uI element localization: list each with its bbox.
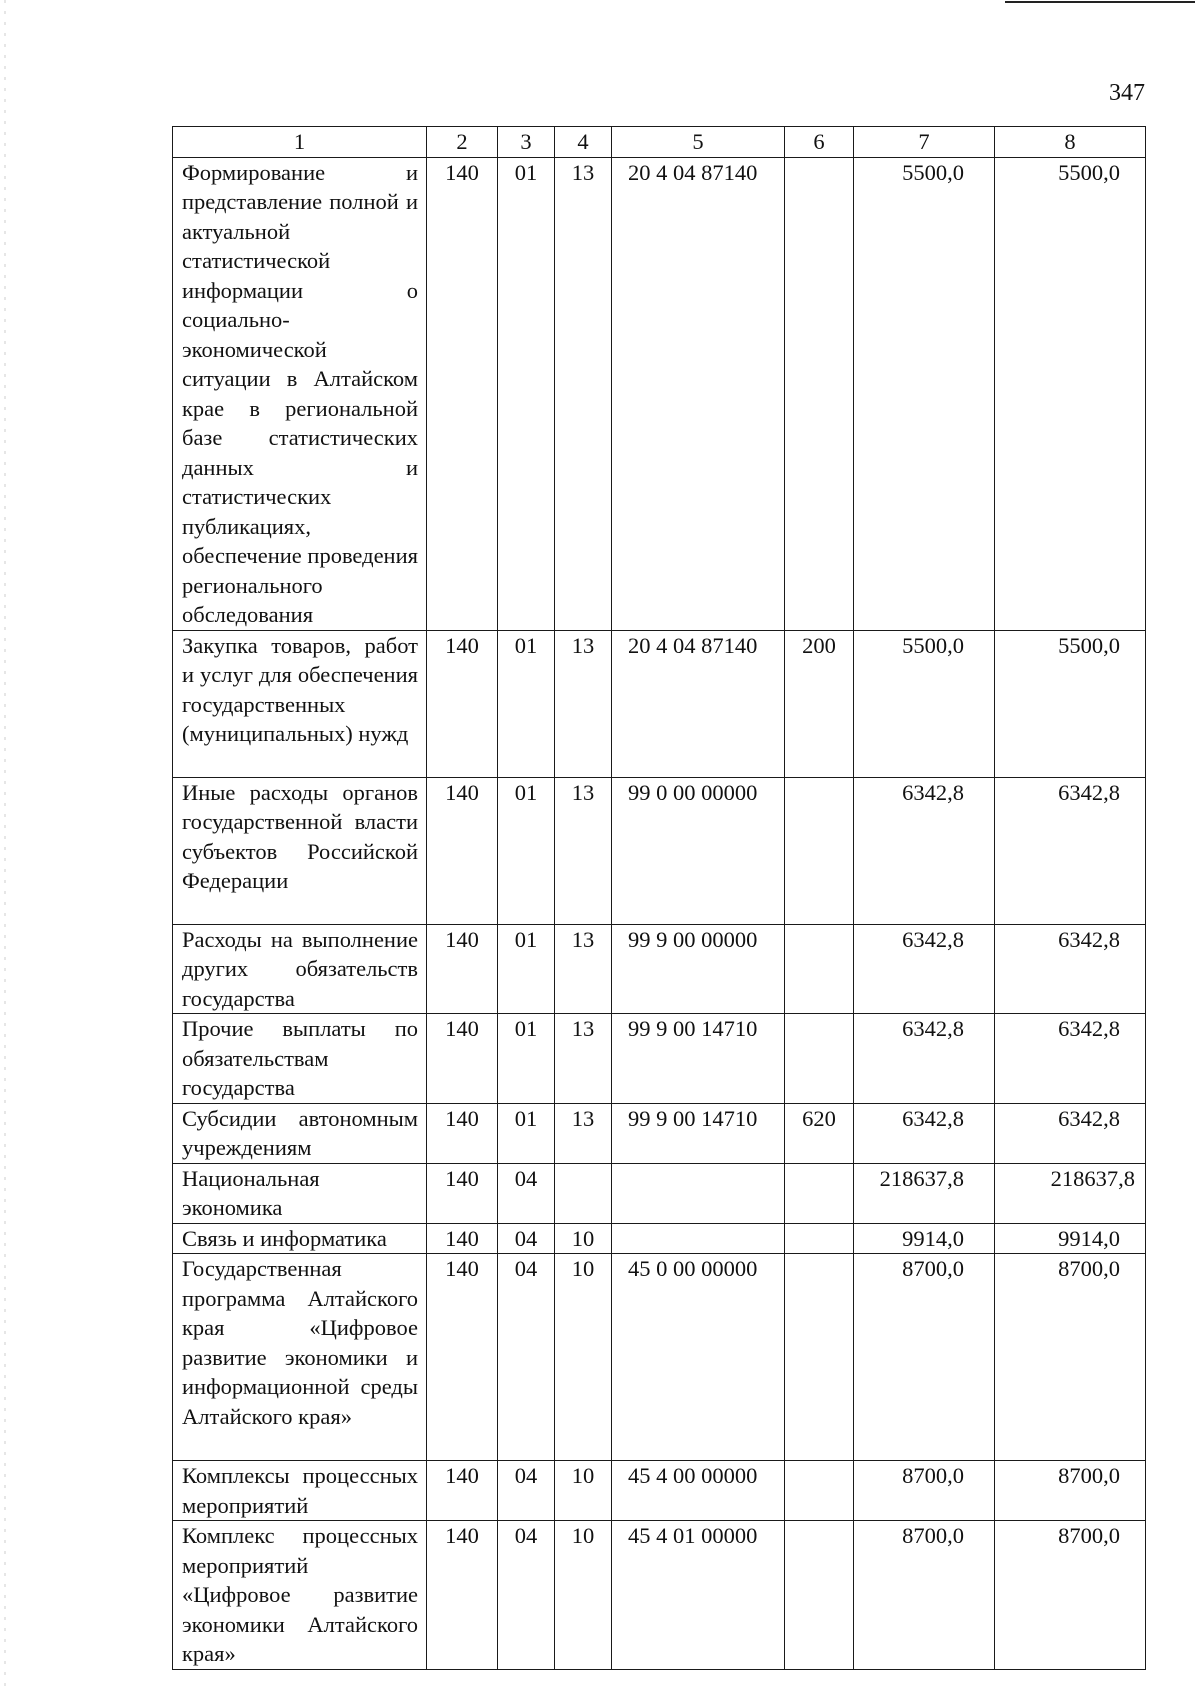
column-header: 6: [785, 127, 854, 158]
cell-col2: 140: [427, 924, 498, 1014]
cell-col7: 5500,0: [854, 157, 995, 630]
row-name: Иные расходы органов государственной власти субъектов Российской Федерации: [173, 777, 427, 924]
cell-col3: 01: [498, 777, 555, 924]
budget-table: [172, 126, 1146, 1670]
cell-col2: 140: [427, 777, 498, 924]
cell-col3: 01: [498, 1014, 555, 1104]
cell-col2: 140: [427, 630, 498, 777]
scan-edge-marks: [4, 0, 6, 1694]
column-header: 2: [427, 127, 498, 158]
row-name: Прочие выплаты по обязательствам государства: [173, 1014, 427, 1104]
cell-col2: 140: [427, 1223, 498, 1254]
cell-col5: 45 0 00 00000: [612, 1254, 785, 1461]
cell-col3: 01: [498, 924, 555, 1014]
row-name: Комплекс процессных мероприятий «Цифровое развитие экономики Алтайского края»: [173, 1521, 427, 1670]
cell-col5: 99 9 00 14710: [612, 1103, 785, 1163]
cell-col2: 140: [427, 157, 498, 630]
cell-col8: 5500,0: [995, 630, 1146, 777]
cell-col7: 6342,8: [854, 777, 995, 924]
top-rule: [1005, 1, 1195, 3]
cell-col3: 04: [498, 1461, 555, 1521]
cell-col4: 10: [555, 1521, 612, 1670]
cell-col5: [612, 1163, 785, 1223]
table-row: [173, 777, 1146, 924]
cell-col4: 13: [555, 777, 612, 924]
cell-col2: 140: [427, 1254, 498, 1461]
cell-col2: 140: [427, 1521, 498, 1670]
cell-col6: [785, 1521, 854, 1670]
cell-col7: 6342,8: [854, 1103, 995, 1163]
table-header-row: [173, 127, 1146, 158]
table-row: [173, 1254, 1146, 1461]
cell-col3: 01: [498, 630, 555, 777]
cell-col4: [555, 1163, 612, 1223]
table-row: [173, 1461, 1146, 1521]
column-header: 3: [498, 127, 555, 158]
cell-col2: 140: [427, 1103, 498, 1163]
cell-col2: 140: [427, 1163, 498, 1223]
table-row: [173, 1014, 1146, 1104]
cell-col7: 8700,0: [854, 1254, 995, 1461]
cell-col4: 13: [555, 157, 612, 630]
cell-col6: [785, 1223, 854, 1254]
cell-col6: [785, 157, 854, 630]
cell-col8: 6342,8: [995, 777, 1146, 924]
cell-col5: 20 4 04 87140: [612, 157, 785, 630]
row-name: Формирование и представление полной и актуальной статистической информации о социально-экономической ситуации в Алтайском крае в региональной базе статистических данных и статистических публикациях, обеспечение проведения регионального обследования: [173, 157, 427, 630]
cell-col7: 5500,0: [854, 630, 995, 777]
cell-col8: 8700,0: [995, 1461, 1146, 1521]
cell-col3: 01: [498, 1103, 555, 1163]
column-header: 1: [173, 127, 427, 158]
cell-col3: 04: [498, 1163, 555, 1223]
cell-col8: 9914,0: [995, 1223, 1146, 1254]
cell-col3: 04: [498, 1521, 555, 1670]
cell-col7: 6342,8: [854, 1014, 995, 1104]
table-row: [173, 1103, 1146, 1163]
row-name: Закупка товаров, работ и услуг для обеспечения государственных (муниципальных) нужд: [173, 630, 427, 777]
table-row: [173, 924, 1146, 1014]
table-row: [173, 630, 1146, 777]
table-row: [173, 1163, 1146, 1223]
column-header: 5: [612, 127, 785, 158]
cell-col6: [785, 777, 854, 924]
cell-col6: [785, 1461, 854, 1521]
table-row: [173, 1521, 1146, 1670]
cell-col6: [785, 1163, 854, 1223]
cell-col4: 10: [555, 1254, 612, 1461]
cell-col8: 218637,8: [995, 1163, 1146, 1223]
cell-col6: [785, 924, 854, 1014]
cell-col6: [785, 1014, 854, 1104]
column-header: 4: [555, 127, 612, 158]
cell-col8: 5500,0: [995, 157, 1146, 630]
cell-col8: 8700,0: [995, 1521, 1146, 1670]
cell-col3: 04: [498, 1223, 555, 1254]
cell-col5: 99 9 00 00000: [612, 924, 785, 1014]
row-name: Расходы на выполнение других обязательств государства: [173, 924, 427, 1014]
cell-col3: 04: [498, 1254, 555, 1461]
cell-col6: [785, 1254, 854, 1461]
cell-col4: 10: [555, 1223, 612, 1254]
column-header: 8: [995, 127, 1146, 158]
table-row: [173, 1223, 1146, 1254]
row-name: Связь и информатика: [173, 1223, 427, 1254]
row-name: Государственная программа Алтайского края «Цифровое развитие экономики и информационной среды Алтайского края»: [173, 1254, 427, 1461]
cell-col5: [612, 1223, 785, 1254]
cell-col5: 99 9 00 14710: [612, 1014, 785, 1104]
row-name: Национальная экономика: [173, 1163, 427, 1223]
cell-col7: 6342,8: [854, 924, 995, 1014]
row-name: Комплексы процессных мероприятий: [173, 1461, 427, 1521]
cell-col5: 45 4 00 00000: [612, 1461, 785, 1521]
cell-col7: 8700,0: [854, 1461, 995, 1521]
column-header: 7: [854, 127, 995, 158]
row-name: Субсидии автономным учреждениям: [173, 1103, 427, 1163]
cell-col5: 45 4 01 00000: [612, 1521, 785, 1670]
cell-col8: 6342,8: [995, 1103, 1146, 1163]
cell-col2: 140: [427, 1461, 498, 1521]
cell-col4: 10: [555, 1461, 612, 1521]
cell-col6: 200: [785, 630, 854, 777]
cell-col8: 6342,8: [995, 924, 1146, 1014]
cell-col7: 218637,8: [854, 1163, 995, 1223]
cell-col4: 13: [555, 1103, 612, 1163]
page-number: 347: [1109, 80, 1145, 106]
cell-col7: 8700,0: [854, 1521, 995, 1670]
cell-col4: 13: [555, 630, 612, 777]
cell-col5: 20 4 04 87140: [612, 630, 785, 777]
cell-col4: 13: [555, 1014, 612, 1104]
cell-col2: 140: [427, 1014, 498, 1104]
cell-col8: 6342,8: [995, 1014, 1146, 1104]
cell-col5: 99 0 00 00000: [612, 777, 785, 924]
table-row: [173, 157, 1146, 630]
cell-col7: 9914,0: [854, 1223, 995, 1254]
cell-col4: 13: [555, 924, 612, 1014]
cell-col6: 620: [785, 1103, 854, 1163]
cell-col8: 8700,0: [995, 1254, 1146, 1461]
cell-col3: 01: [498, 157, 555, 630]
